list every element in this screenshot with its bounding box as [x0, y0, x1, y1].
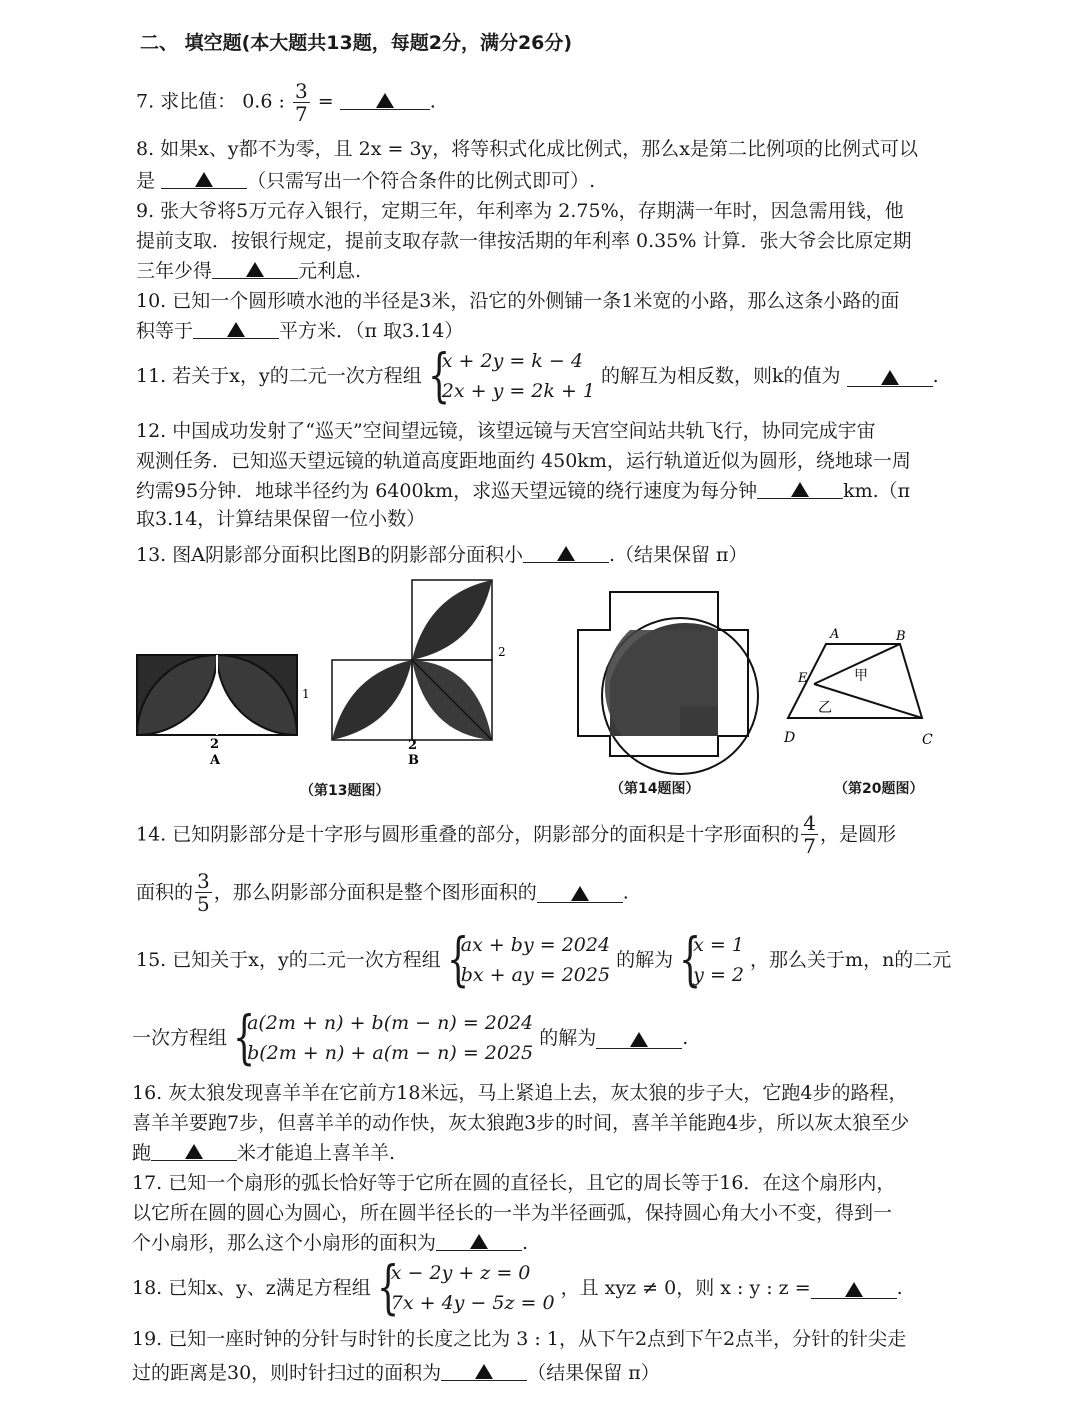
svg-text:A: A: [830, 627, 840, 642]
question-16-line1: 16. 灰太狼发现喜羊羊在它前方18米远，马上紧追上去，灰太狼的步子大，它跑4步的路程，: [132, 1082, 908, 1104]
question-12-line4: 取3.14，计算结果保留一位小数）: [136, 508, 426, 530]
svg-text:B: B: [408, 753, 419, 768]
placeholder-triangle-icon: [571, 886, 589, 901]
svg-text:A: A: [210, 753, 221, 768]
question-17-line3: 个小扇形，那么这个小扇形的面积为 .: [132, 1232, 529, 1254]
svg-text:甲: 甲: [854, 668, 868, 684]
placeholder-triangle-icon: [845, 1282, 863, 1297]
q14-fraction-2: $\frac{3}{5}$: [197, 869, 210, 916]
question-9-line1: 9. 张大爷将5万元存入银行，定期三年，年利率为 2.75%，存期满一年时，因急需用钱，他: [136, 200, 904, 222]
question-12-line2: 观测任务．已知巡天望远镜的轨道高度距地面约 450km，运行轨道近似为圆形，绕地球一周: [136, 450, 911, 472]
question-11: 11. 若关于x，y的二元一次方程组 { x + 2y = k − 4 2x + y = 2k + 1 的解互为相反数，则k的值为 .: [136, 341, 939, 409]
question-15-line2: 一次方程组 { a(2m + n) + b(m − n) = 2024 b(2m + n) + a(m − n) = 2025 的解为 .: [132, 1003, 689, 1071]
placeholder-triangle-icon: [470, 1234, 488, 1249]
question-8-line1: 8. 如果x、y都不为零，且 2x = 3y，将等积式化成比例式，那么x是第二比例项的比例式可以: [136, 138, 918, 160]
question-16-line2: 喜羊羊要跑7步，但喜羊羊的动作快，灰太狼跑3步的时间，喜羊羊能跑4步，所以灰太狼至少: [132, 1112, 910, 1134]
answer-blank-14[interactable]: [537, 882, 623, 903]
q11-equation-system: { x + 2y = k − 4 2x + y = 2k + 1: [427, 341, 595, 409]
svg-text:B: B: [896, 629, 906, 644]
svg-text:E: E: [798, 671, 808, 686]
answer-blank-9[interactable]: [212, 258, 298, 279]
svg-text:C: C: [922, 732, 933, 748]
answer-blank-10[interactable]: [193, 318, 279, 339]
section-title: 二、 填空题(本大题共13题，每题2分，满分26分): [140, 32, 573, 54]
q18-equation-system: { x − 2y + z = 0 7x + 4y − 5z = 0: [376, 1253, 555, 1321]
answer-blank-13[interactable]: [523, 542, 609, 563]
question-9-line3: 三年少得 元利息.: [136, 260, 362, 282]
question-13: 13. 图A阴影部分面积比图B的阴影部分面积小 .（结果保留 π）: [136, 544, 748, 566]
figure-13b: [328, 574, 518, 770]
question-8-line2: 是 （只需写出一个符合条件的比例式即可）.: [136, 170, 596, 192]
svg-text:2: 2: [210, 737, 220, 752]
answer-blank-7[interactable]: [340, 89, 430, 110]
question-14-line1: 14. 已知阴影部分是十字形与圆形重叠的部分，阴影部分的面积是十字形面积的 $\frac{4}{7}$ ，是圆形: [136, 811, 897, 858]
figure-14: [570, 586, 770, 776]
question-7: 7. 求比值： 0.6 : $\frac{3}{7}$ = .: [136, 79, 436, 126]
q7-expr: 0.6 :: [242, 90, 285, 113]
svg-text:D: D: [784, 730, 796, 746]
answer-blank-11[interactable]: [847, 366, 933, 387]
caption-14: （第14题图）: [610, 781, 700, 797]
question-10-line2: 积等于 平方米．（π 取3.14）: [136, 320, 464, 342]
svg-text:乙: 乙: [818, 700, 832, 716]
answer-blank-17[interactable]: [436, 1230, 522, 1251]
placeholder-triangle-icon: [791, 482, 809, 497]
q15-mn-system: { a(2m + n) + b(m − n) = 2024 b(2m + n) + a(m − n) = 2025: [233, 1003, 534, 1071]
caption-13: （第13题图）: [300, 783, 390, 799]
question-18: 18. 已知x、y、z满足方程组 { x − 2y + z = 0 7x + 4y − 5z = 0 ，且 xyz ≠ 0，则 x : y : z = .: [132, 1253, 903, 1321]
question-16-line3: 跑 米才能追上喜羊羊.: [132, 1142, 396, 1164]
placeholder-triangle-icon: [376, 93, 394, 108]
placeholder-triangle-icon: [195, 172, 213, 187]
q7-fraction: $\frac{3}{7}$: [294, 79, 308, 126]
q15-solution: { x = 1 y = 2: [679, 925, 744, 993]
question-9-line2: 提前支取．按银行规定，提前支取存款一律按活期的年利率 0.35% 计算．张大爷会比原定期: [136, 230, 912, 252]
q15-equation-system: { ax + by = 2024 bx + ay = 2025: [446, 925, 611, 993]
answer-blank-19[interactable]: [441, 1360, 527, 1381]
q14-fraction-1: $\frac{4}{7}$: [803, 811, 816, 858]
placeholder-triangle-icon: [475, 1364, 493, 1379]
svg-text:2: 2: [408, 738, 418, 753]
svg-text:2: 2: [498, 645, 506, 659]
question-10-line1: 10. 已知一个圆形喷水池的半径是3米，沿它的外侧铺一条1米宽的小路，那么这条小路的面: [136, 290, 900, 312]
question-19-line2: 过的距离是30，则时针扫过的面积为 （结果保留 π）: [132, 1362, 660, 1384]
question-15-line1: 15. 已知关于x，y的二元一次方程组 { ax + by = 2024 bx + ay = 2025 的解为 { x = 1 y = 2 ，那么关于m，n的二元: [136, 925, 952, 993]
answer-blank-12[interactable]: [757, 478, 843, 499]
question-12-line1: 12. 中国成功发射了“巡天”空间望远镜，该望远镜与天宫空间站共轨飞行，协同完成宇宙: [136, 420, 876, 442]
caption-20: （第20题图）: [834, 781, 924, 797]
placeholder-triangle-icon: [557, 546, 575, 561]
answer-blank-16[interactable]: [151, 1140, 237, 1161]
question-14-line2: 面积的 $\frac{3}{5}$ ，那么阴影部分面积是整个图形面积的 .: [136, 869, 629, 916]
answer-blank-8[interactable]: [161, 168, 247, 189]
placeholder-triangle-icon: [227, 322, 245, 337]
q7-text: 7. 求比值：: [136, 90, 237, 113]
svg-text:1: 1: [302, 687, 310, 701]
placeholder-triangle-icon: [185, 1144, 203, 1159]
figure-20: [780, 626, 940, 754]
question-12-line3: 约需95分钟．地球半径约为 6400km，求巡天望远镜的绕行速度为每分钟 km.（π: [136, 480, 911, 502]
placeholder-triangle-icon: [246, 262, 264, 277]
figure-13a: [130, 640, 310, 770]
answer-blank-18[interactable]: [811, 1278, 897, 1299]
placeholder-triangle-icon: [630, 1032, 648, 1047]
question-17-line1: 17. 已知一个扇形的弧长恰好等于它所在圆的直径长，且它的周长等于16．在这个扇形内，: [132, 1172, 896, 1194]
answer-blank-15[interactable]: [596, 1028, 682, 1049]
placeholder-triangle-icon: [881, 370, 899, 385]
question-19-line1: 19. 已知一座时钟的分针与时针的长度之比为 3 : 1，从下午2点到下午2点半，分针的针尖走: [132, 1328, 907, 1350]
question-17-line2: 以它所在圆的圆心为圆心，所在圆半径长的一半为半径画弧，保持圆心角大小不变，得到一: [132, 1202, 893, 1224]
